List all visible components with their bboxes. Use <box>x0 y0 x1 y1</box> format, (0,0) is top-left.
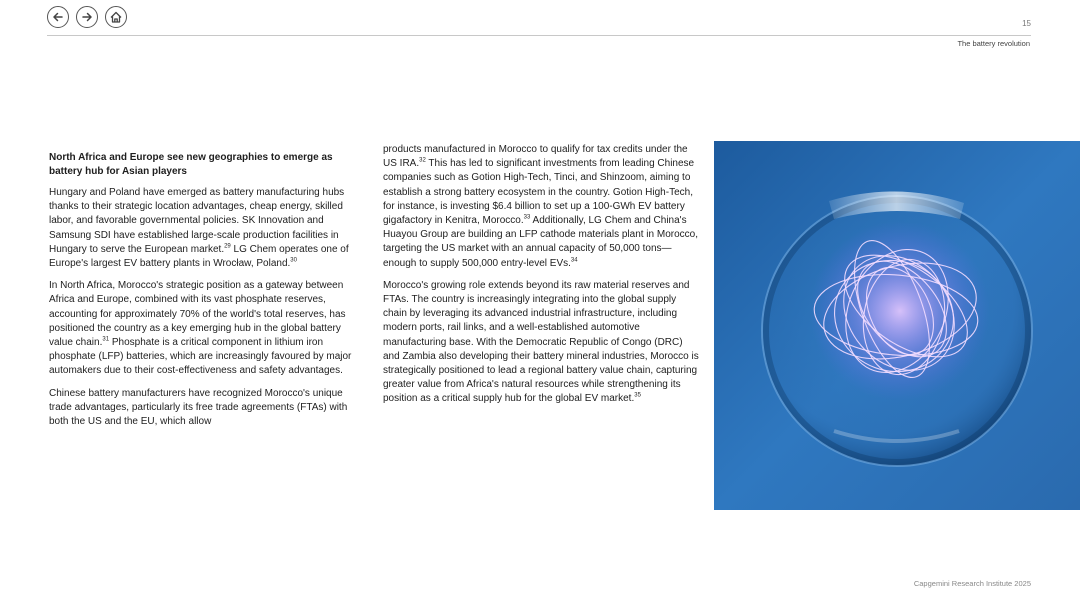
page-number: 15 <box>1022 19 1031 28</box>
paragraph <box>49 387 367 430</box>
footnote-ref[interactable]: 29 <box>224 243 231 250</box>
running-title: The battery revolution <box>957 39 1030 48</box>
paragraph-text: Hungary and Poland have emerged as battery manufacturing hubs thanks to their strategic location advantages, cheap energy, skilled labor, and favorable governmental policies. SK Innovation and Samsung SDI have established large-scale production facilities in Hungary to serve the European market. <box>49 187 345 255</box>
footer-text: Capgemini Research Institute 2025 <box>913 579 1031 588</box>
section-heading: North Africa and Europe see new geographies to emerge as battery hub for Asian players <box>49 152 333 177</box>
paragraph <box>49 186 367 271</box>
paragraph-text: This has led to significant investments from leading Chinese companies such as Gotion High-Tech, Tinci, and Shinzoom, aiming to establish a strong battery ecosystem in the country. Gotion High-Tech, for instance, is investing $6.4 billion to set up a 100-GWh EV battery gigafactory in Kenitra, Morocco. <box>383 158 695 227</box>
footnote-ref[interactable]: 33 <box>523 214 531 221</box>
back-button[interactable] <box>47 6 69 28</box>
text-column-right <box>383 143 701 415</box>
paragraph-text: Phosphate is a critical component in lithium iron phosphate (LFP) batteries, which are increasingly favoured by major automakers due to their cost-effectiveness and safety advantages. <box>49 337 352 377</box>
paragraph-text: Additionally, LG Chem and China's Huayou Group are building an LFP cathode materials plant in Morocco, targeting the US market with an annual capacity of 50,000 tons—enough to supply 500,000 entry-level EVs. <box>383 215 698 269</box>
footnote-ref[interactable]: 30 <box>290 257 297 264</box>
header-divider <box>47 35 1031 36</box>
home-icon <box>109 10 123 24</box>
paragraph-text: In North Africa, Morocco's strategic position as a gateway between Africa and Europe, combined with its vast phosphate reserves, accounting for approximately 70% of the world's total reserves, has positioned the country as a key emerging hub in the global battery value chain. <box>49 280 346 349</box>
paragraph <box>383 143 701 271</box>
navigation-bar <box>47 6 127 28</box>
forward-button[interactable] <box>76 6 98 28</box>
hero-image <box>714 141 1080 510</box>
footnote-ref[interactable]: 34 <box>570 257 578 264</box>
footnote-ref[interactable]: 31 <box>102 336 110 343</box>
arrow-right-icon <box>80 10 94 24</box>
home-button[interactable] <box>105 6 127 28</box>
arrow-left-icon <box>51 10 65 24</box>
paragraph <box>383 279 701 407</box>
paragraph <box>49 279 367 378</box>
footnote-ref[interactable]: 35 <box>634 393 641 400</box>
footnote-ref[interactable]: 32 <box>419 157 426 164</box>
glass-sphere-illustration <box>714 141 1080 510</box>
paragraph-text: Morocco's growing role extends beyond its raw material reserves and FTAs. The country is increasingly integrating into the global supply chain by leveraging its advanced industrial infrastructure, including modern ports, rail links, and a well-established automotive manufacturing base. With the Democratic Republic of Congo (DRC) and Zambia also developing their battery mineral industries, Morocco is strategically positioned to lead a regional battery value chain, capturing greater value from Africa's natural resources while strengthening its position as a critical supply hub for the global EV market. <box>383 279 699 405</box>
paragraph-text: LG Chem operates one of Europe's largest EV battery plants in Wrocław, Poland. <box>49 243 349 270</box>
text-column-left <box>49 151 367 437</box>
paragraph-text: products manufactured in Morocco to qualify for tax credits under the US IRA. <box>383 144 688 170</box>
paragraph-text: Chinese battery manufacturers have recognized Morocco's unique trade advantages, particularly its free trade agreements (FTAs) with both the US and the EU, which allow <box>49 387 348 428</box>
